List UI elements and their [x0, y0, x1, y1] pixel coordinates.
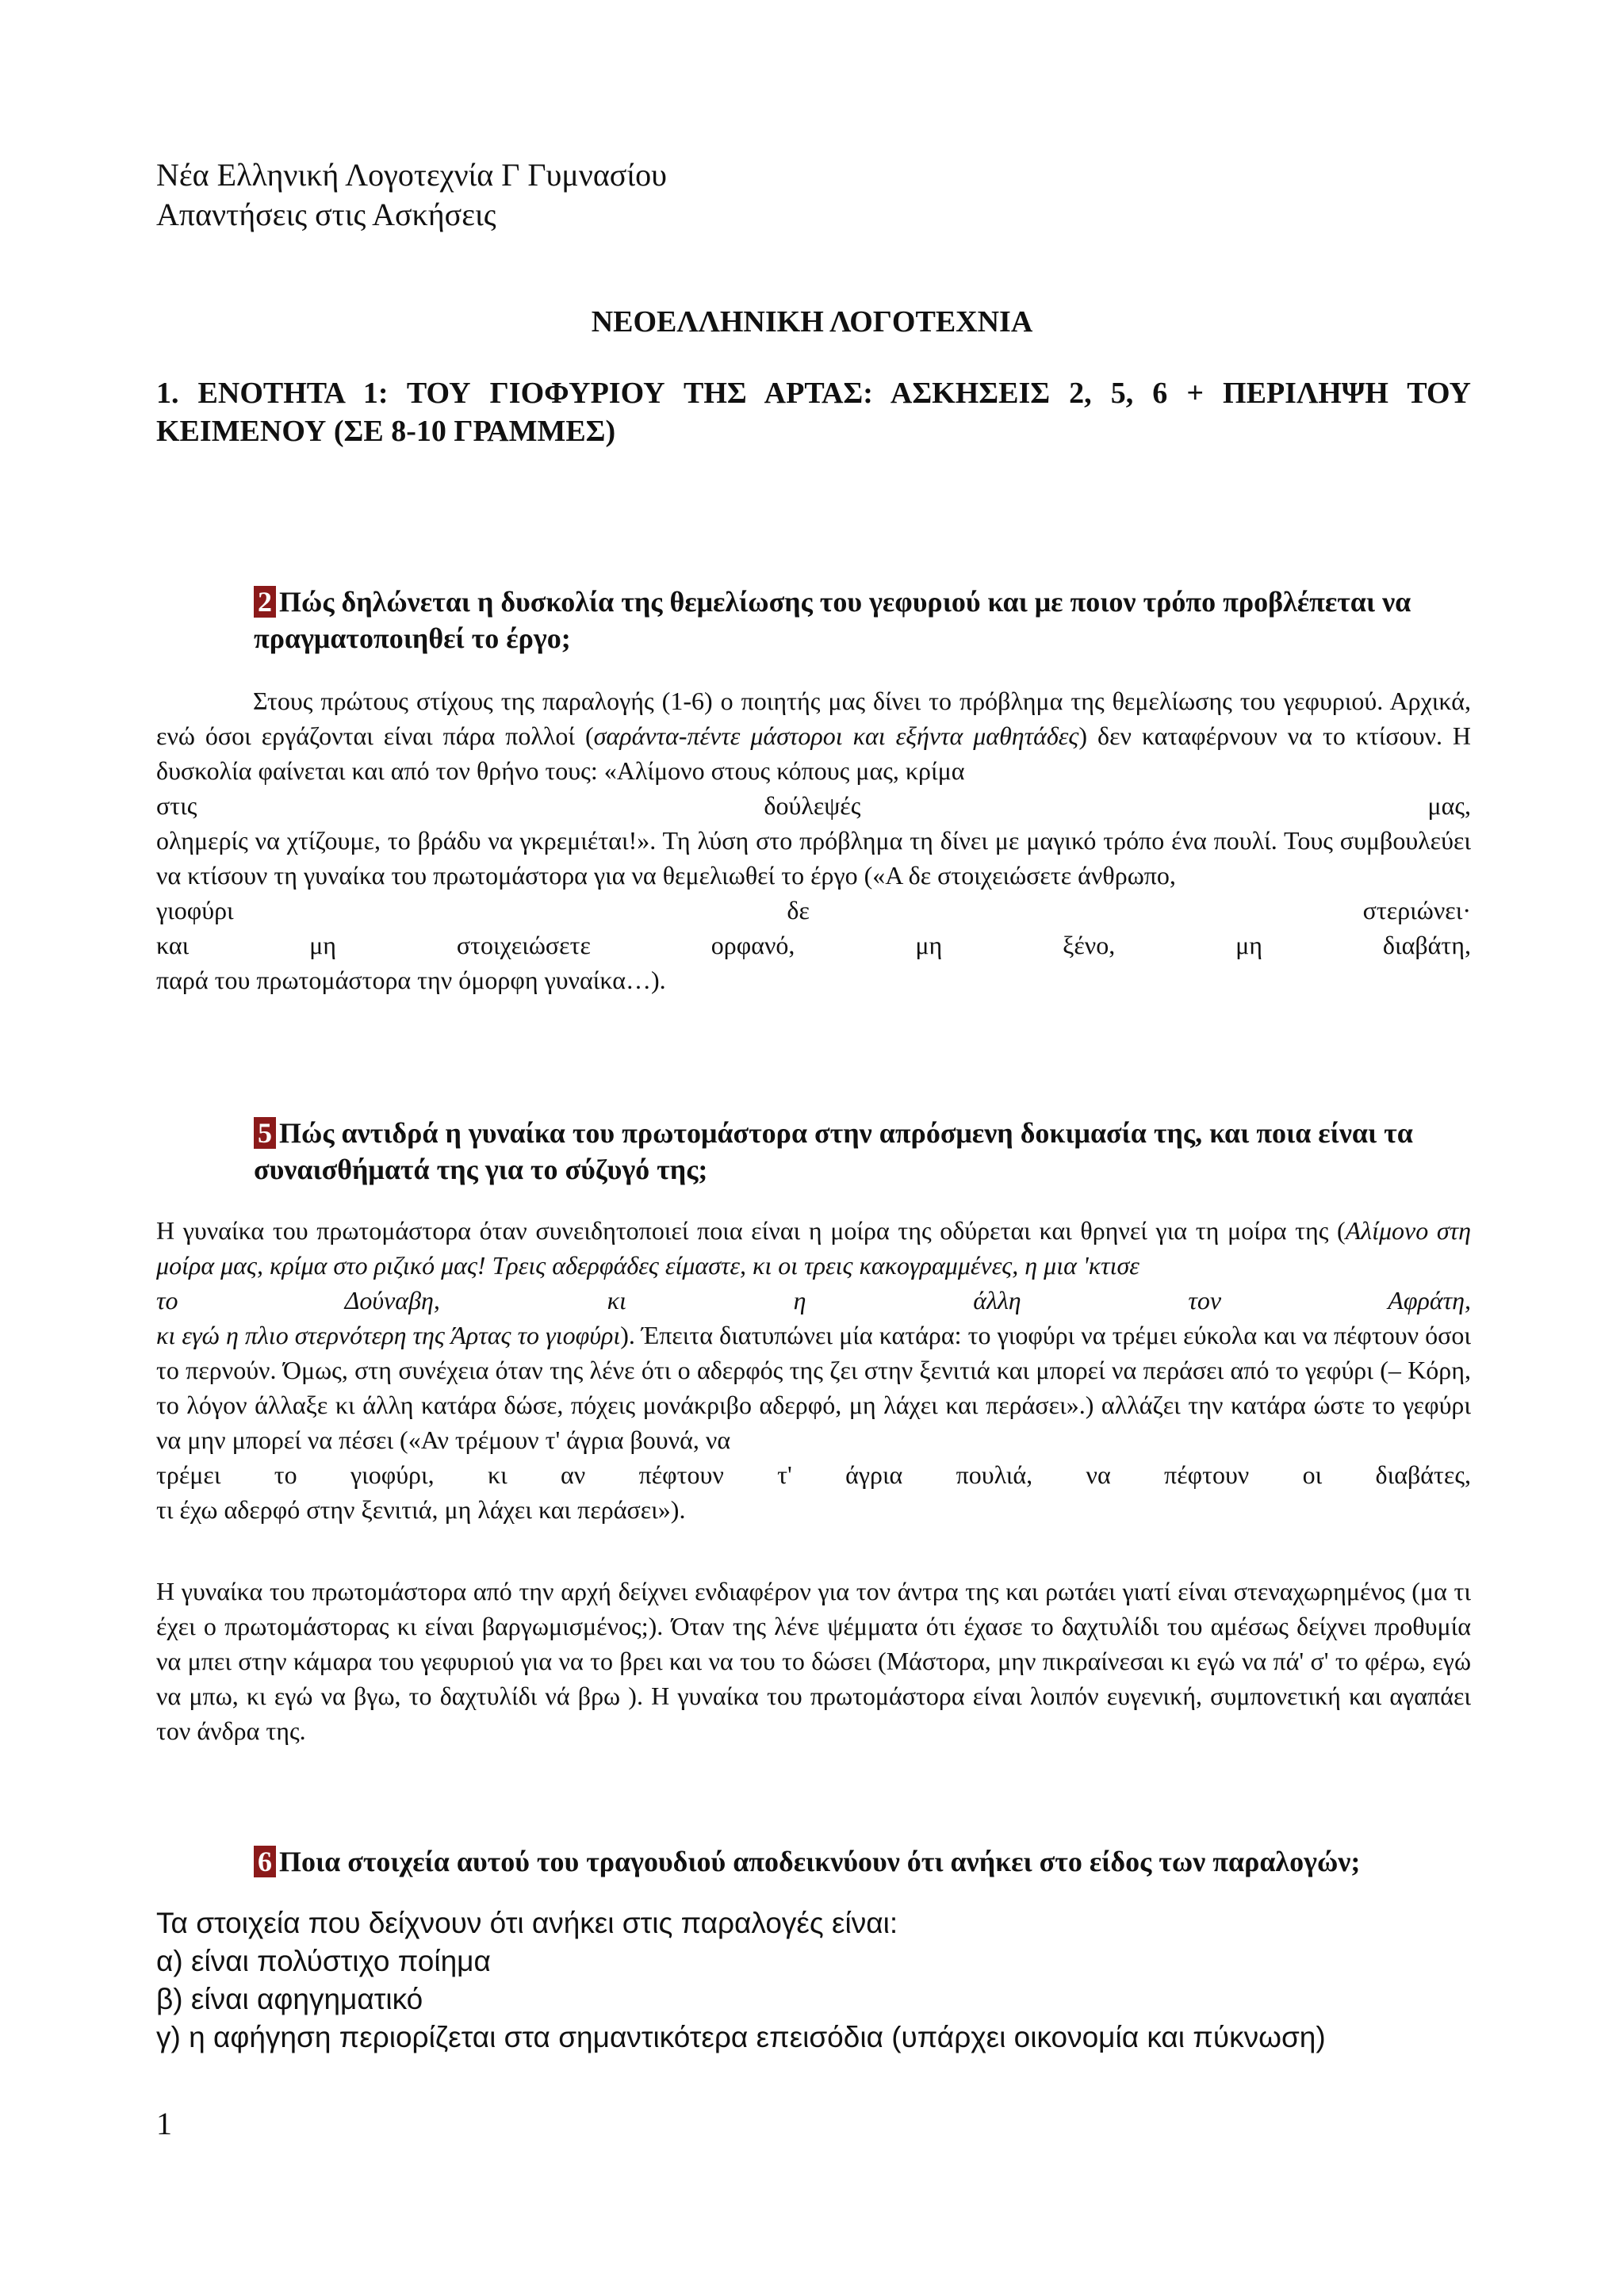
- list-item: γ) η αφήγηση περιορίζεται στα σημαντικότερα επεισόδια (υπάρχει οικονομία και πύκνωση): [156, 2021, 1326, 2053]
- answer-5-paragraph-2: Η γυναίκα του πρωτομάστορα από την αρχή δείχνει ενδιαφέρον για τον άντρα της και ρωτάει γιατί είναι στεναχωρημένος (μα τι έχει ο πρωτομάστορας κι είναι βαργωμισμένος;). Όταν της λένε ψέμματα ότι έχασε το δαχτυλίδι του αμέσως δείχνει προθυμία να μπει στην κάμαρα του γεφυριού για να το βρει και να του το δώσει (Μάστορα, μην πικραίνεσαι κι εγώ να πά' σ' το φέρω, εγώ να μπω, κι εγώ να βγω, το δαχτυλίδι νά βρω ). Η γυναίκα του πρωτομάστορα είναι λοιπόν ευγενική, συμπονετική και αγαπάει τον άνδρα της.: [156, 1577, 1471, 1745]
- verse-line: στις δούλεψές μας,: [156, 791, 1471, 820]
- answer-5-paragraph-1: Η γυναίκα του πρωτομάστορα όταν συνειδητοποιεί ποια είναι η μοίρα της οδύρεται και θρηνεί για τη μοίρα της (Αλίμονο στη μοίρα μας, κρίμα στο ριζικό μας! Τρεις αδερφάδες είμαστε, κι οι τρεις κακογραμμένες, η μια 'κτισε το Δούναβη, κι η άλλη τον Αφράτη, κι εγώ η πλιο στερνότερη της Άρτας το γιοφύρι). Έπειτα διατυπώνει μία κατάρα: το γιοφύρι να τρέμει εύκολα και να πέφτουν όσοι το περνούν. Όμως, στη συνέχεια όταν της λένε ότι ο αδερφός της ζει στην ξενιτιά και μπορεί να περάσει από το γεφύρι (– Κόρη, το λόγον άλλαξε κι άλλη κατάρα δώσε, πόχεις μονάκριβο αδερφό, μη λάχει και περάσει».) αλλάζει την κατάρα ώστε το γεφύρι να μην μπορεί να πέσει («Αν τρέμουν τ' άγρια βουνά, να τρέμει το γιοφύρι, κι αν πέφτουν τ' άγρια πουλιά, να πέφτουν οι διαβάτες, τι έχω αδερφό στην ξενιτιά, μη λάχει και περάσει»).: [156, 1213, 1471, 1527]
- list-item: β) είναι αφηγηματικό: [156, 1983, 423, 2015]
- verse-line: τι έχω αδερφό στην ξενιτιά, μη λάχει και περάσει»).: [156, 1495, 686, 1524]
- question-number-badge: 5: [254, 1117, 276, 1149]
- verse-line: τρέμει το γιοφύρι, κι αν πέφτουν τ' άγρια πουλιά, να πέφτουν οι διαβάτες,: [156, 1460, 1471, 1489]
- verse-line: παρά του πρωτομάστορα την όμορφη γυναίκα…).: [156, 966, 666, 994]
- verse-line: γιοφύρι δε στεριώνει·: [156, 896, 1471, 924]
- question-2: [254, 584, 1451, 656]
- question-text: Πώς αντιδρά η γυναίκα του πρωτομάστορα στην απρόσμενη δοκιμασία της, και ποια είναι τα συναισθήματά της για το σύζυγό της;: [254, 1117, 1413, 1185]
- header-subtitle: Απαντήσεις στις Ασκήσεις: [156, 197, 496, 232]
- answer-2: Στους πρώτους στίχους της παραλογής (1-6) ο ποιητής μας δίνει το πρόβλημα της θεμελίωσης του γεφυριού. Αρχικά, ενώ όσοι εργάζονται είναι πάρα πολλοί (σαράντα-πέντε μάστοροι και εξήντα μαθητάδες) δεν καταφέρνουν να το κτίσουν. Η δυσκολία φαίνεται και από τον θρήνο τους: «Αλίμονο στους κόπους μας, κρίμα στις δούλεψές μας, ολημερίς να χτίζουμε, το βράδυ να γκρεμιέται!». Τη λύση στο πρόβλημα τη δίνει με μαγικό τρόπο ένα πουλί. Τους συμβουλεύει να κτίσουν τη γυναίκα του πρωτομάστορα για να θεμελιωθεί το έργο («Α δε στοιχειώσετε άνθρωπο, γιοφύρι δε στεριώνει· και μη στοιχειώσετε ορφανό, μη ξένο, μη διαβάτη, παρά του πρωτομάστορα την όμορφη γυναίκα…).: [156, 683, 1471, 997]
- list-item: α) είναι πολύστιχο ποίημα: [156, 1945, 491, 1977]
- verse-line: το Δούναβη, κι η άλλη τον Αφράτη,: [156, 1286, 1471, 1314]
- question-text: Ποια στοιχεία αυτού του τραγουδιού αποδεικνύουν ότι ανήκει στο είδος των παραλογών;: [279, 1846, 1361, 1877]
- question-6: [254, 1843, 1451, 1880]
- answer-6: [156, 1904, 1504, 2057]
- answer-6-intro: Τα στοιχεία που δείχνουν ότι ανήκει στις παραλογές είναι:: [156, 1907, 898, 1939]
- question-5: [254, 1115, 1451, 1188]
- verse-line: και μη στοιχειώσετε ορφανό, μη ξένο, μη διαβάτη,: [156, 931, 1471, 959]
- question-number-badge: 6: [254, 1846, 276, 1877]
- header-subject: Νέα Ελληνική Λογοτεχνία Γ Γυμνασίου: [156, 157, 667, 193]
- question-number-badge: 2: [254, 586, 276, 618]
- question-text: Πώς δηλώνεται η δυσκολία της θεμελίωσης του γεφυριού και με ποιον τρόπο προβλέπεται να πραγματοποιηθεί το έργο;: [254, 586, 1411, 654]
- page-number: 1: [156, 2106, 172, 2141]
- document-title: ΝΕΟΕΛΛΗΝΙΚΗ ΛΟΓΟΤΕΧΝΙΑ: [591, 305, 1033, 339]
- section-title: 1. ΕΝΟΤΗΤΑ 1: ΤΟΥ ΓΙΟΦΥΡΙΟΥ ΤΗΣ ΑΡΤΑΣ: ΑΣΚΗΣΕΙΣ 2, 5, 6 + ΠΕΡΙΛΗΨΗ ΤΟΥ ΚΕΙΜΕΝΟΥ (ΣΕ 8-10 ΓΡΑΜΜΕΣ): [156, 377, 1471, 448]
